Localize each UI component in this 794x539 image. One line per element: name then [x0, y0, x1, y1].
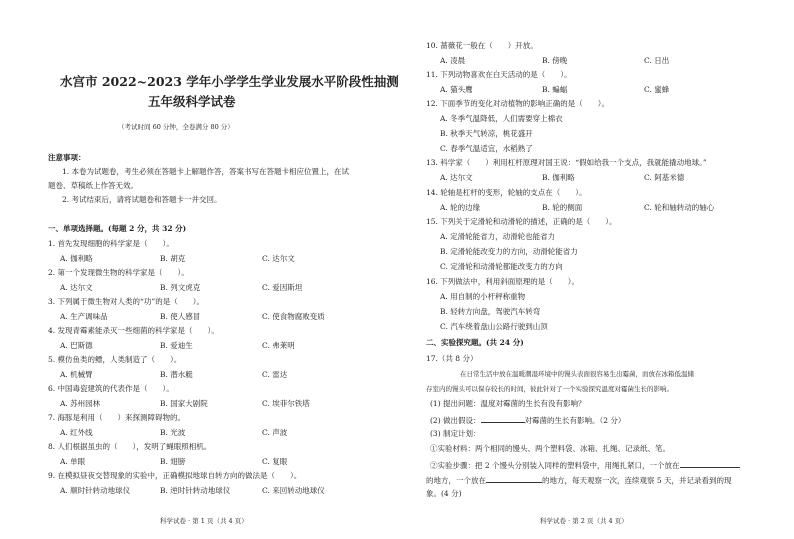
option-15c: C. 定滑轮和动滑轮都能改变力的方向 — [440, 262, 563, 271]
question-5: 5. 模仿鱼类的鳔，人类制造了（ ）。 — [48, 355, 182, 364]
answer-blank-hypothesis[interactable] — [481, 414, 525, 423]
option-13a: A. 达尔文 — [440, 173, 473, 182]
option-1b: B. 胡克 — [160, 254, 186, 263]
option-6b: B. 国家大剧院 — [160, 399, 208, 408]
question-17-step-1: (1) 提出问题：温度对霉菌的生长有没有影响？ — [430, 399, 586, 408]
option-14a: A. 轮的边缘 — [440, 203, 481, 212]
option-6a: A. 苏州园林 — [60, 399, 101, 408]
option-6c: C. 埃菲尔铁塔 — [262, 399, 310, 408]
question-10: 10. 蔷薇花一般在（ ）开放。 — [426, 41, 538, 50]
step-2-suffix: 对霉菌的生长有影响。（2 分） — [524, 416, 626, 425]
option-11b: B. 蝙蝠 — [542, 85, 568, 94]
question-7: 7. 海豚是利用（ ）来探测障碍物的。 — [48, 413, 186, 422]
question-2: 2. 第一个发现微生物的科学家是（ ）。 — [48, 268, 189, 277]
option-15b: B. 定滑轮能改变力的方向，动滑轮能省力 — [440, 247, 578, 256]
option-10a: A. 凌晨 — [440, 56, 466, 65]
page-footer-left: 科学试卷 · 第 1 页（共 4 页） — [160, 517, 248, 525]
option-5b: B. 潜水艇 — [160, 370, 193, 379]
question-17-step-2 — [430, 414, 625, 426]
option-12b: B. 秋季天气转凉，桃花盛开 — [440, 129, 533, 138]
option-5c: C. 雷达 — [262, 370, 288, 379]
option-12a: A. 冬季气温降低，人们需要穿上棉衣 — [440, 114, 563, 123]
option-7c: C. 声波 — [262, 428, 288, 437]
question-16: 16. 下列做法中，利用斜面原理的是（ ）。 — [426, 277, 580, 286]
option-15a: A. 定滑轮能省力，动滑轮也能省力 — [440, 232, 556, 241]
option-11a: A. 猫头鹰 — [440, 85, 473, 94]
option-8b: B. 翅膀 — [160, 457, 186, 466]
option-2b: B. 列文虎克 — [160, 283, 201, 292]
option-5a: A. 机械臂 — [60, 370, 93, 379]
question-9: 9. 在模拟昼夜交替现象的实验中，正确模拟地球自转方向的做法是（ ）。 — [48, 471, 302, 480]
question-11: 11. 下列动物喜欢在白天活动的是（ ）。 — [426, 70, 572, 79]
option-11c: C. 蜜蜂 — [644, 85, 670, 94]
right-page — [400, 0, 794, 539]
option-1c: C. 达尔文 — [262, 254, 295, 263]
procedure-2-prefix: 的地方，一个放在 — [426, 476, 486, 485]
step-2-prefix: (2) 做出假设： — [430, 416, 481, 425]
page-footer-right: 科学试卷 · 第 2 页（共 4 页） — [540, 517, 628, 525]
note-1a: 1. 本卷为试题卷，考生必须在答题卡上解题作答，答案书写在答题卡相应位置上，在试 — [62, 167, 350, 176]
question-17-intro-2: 存室内的馒头可以保存较长的时间，彼此针对了一个实验探究温度对霉菌生长的影响。 — [426, 385, 673, 393]
option-2c: C. 爱因斯坦 — [262, 283, 303, 292]
option-8c: C. 复眼 — [262, 457, 288, 466]
option-13b: B. 伽利略 — [542, 173, 575, 182]
option-7b: B. 光波 — [160, 428, 186, 437]
notes-heading: 注意事项： — [48, 153, 86, 162]
answer-blank-place-1[interactable] — [680, 459, 740, 468]
procedure-1-text: ②实验步骤：把 2 个馒头分别装入同样的塑料袋中，用绳扎紧口，一个放在 — [430, 461, 680, 470]
exam-subtitle: 五年级科学试卷 — [148, 94, 236, 109]
option-3a: A. 生产调味品 — [60, 312, 108, 321]
option-12c: C. 春季气温适宜，水稻熟了 — [440, 144, 533, 153]
question-12: 12. 下面季节的变化对动植物的影响正确的是（ ）。 — [426, 99, 610, 108]
option-3c: C. 使食物腐败变质 — [262, 312, 325, 321]
option-16b: B. 轻转方向盘，驾驶汽车转弯 — [440, 307, 541, 316]
question-17-procedure-2 — [426, 474, 732, 486]
question-1: 1. 首先发现细胞的科学家是（ ）。 — [48, 239, 174, 248]
answer-blank-place-2[interactable] — [486, 474, 542, 483]
option-9c: C. 来回转动地球仪 — [262, 486, 325, 495]
option-16c: C. 汽车绕着盘山公路行驶到山顶 — [440, 322, 548, 331]
option-4c: C. 弗莱明 — [262, 341, 295, 350]
option-10c: C. 日出 — [644, 56, 670, 65]
procedure-2-suffix: 的地方，每天观察一次，连续观察 5 天，并记录看到的现 — [542, 476, 732, 485]
option-4a: A. 巴斯德 — [60, 341, 93, 350]
question-17-intro-1: 在日常生活中放在温暖潮湿环境中的馒头表面很容易生出霉菌，而放在冰箱低温储 — [460, 370, 694, 378]
question-14: 14. 轮轴是杠杆的变形，轮轴的支点在（ ）。 — [426, 188, 587, 197]
option-14b: B. 轮的侧面 — [542, 203, 583, 212]
question-17-heading: 17.（共 8 分） — [426, 354, 478, 363]
option-9b: B. 逆时针转动地球仪 — [160, 486, 231, 495]
option-8a: A. 单眼 — [60, 457, 86, 466]
exam-title: 水宫市 2022~2023 学年小学学生学业发展水平阶段性抽测 — [60, 74, 399, 89]
option-2a: A. 达尔文 — [60, 283, 93, 292]
question-17-step-3: (3) 制定计划： — [430, 429, 481, 438]
question-13: 13. 科学家（ ）利用杠杆原理对国王说：“假如给我一个支点，我就能撬动地球。” — [426, 158, 707, 167]
option-4b: B. 爱迪生 — [160, 341, 193, 350]
exam-info: （考试时间 60 分钟，全卷满分 80 分） — [118, 123, 234, 131]
section-2-heading: 二、实验探究题。(共 24 分) — [426, 338, 524, 347]
option-1a: A. 伽利略 — [60, 254, 93, 263]
question-17-materials: ①实验材料：两个相同的馒头、两个塑料袋、冰箱、扎绳、记录纸、笔。 — [430, 444, 670, 453]
question-3: 3. 下列属于微生物对人类的“功”的是（ ）。 — [48, 297, 204, 306]
question-4: 4. 发现青霉素能杀灭一些细菌的科学家是（ ）。 — [48, 326, 219, 335]
question-17-procedure-1 — [430, 459, 740, 471]
question-17-procedure-3: 象。(4 分) — [426, 489, 462, 498]
section-1-heading: 一、单项选择题。(每题 2 分，共 32 分) — [48, 224, 187, 233]
option-14c: C. 轮和轴转动的轴心 — [644, 203, 715, 212]
option-10b: B. 傍晚 — [542, 56, 568, 65]
question-8: 8. 人们根据虽虫的（ ），发明了蝇眼照相机。 — [48, 442, 212, 451]
note-1b: 题卷、草稿纸上作答无效。 — [48, 181, 138, 190]
option-3b: B. 使人感冒 — [160, 312, 201, 321]
option-7a: A. 红外线 — [60, 428, 93, 437]
option-16a: A. 用自制的小杆秤称重物 — [440, 292, 526, 301]
option-13c: C. 阿基米德 — [644, 173, 685, 182]
option-9a: A. 顺时针转动地球仪 — [60, 486, 131, 495]
question-6: 6. 中国毒瓷建筑的代表作是（ ）。 — [48, 384, 174, 393]
question-15: 15. 下列关于定滑轮和动滑轮的描述，正确的是（ ）。 — [426, 217, 617, 226]
note-2: 2. 考试结束后，请将试题卷和答题卡一并交回。 — [62, 195, 222, 204]
